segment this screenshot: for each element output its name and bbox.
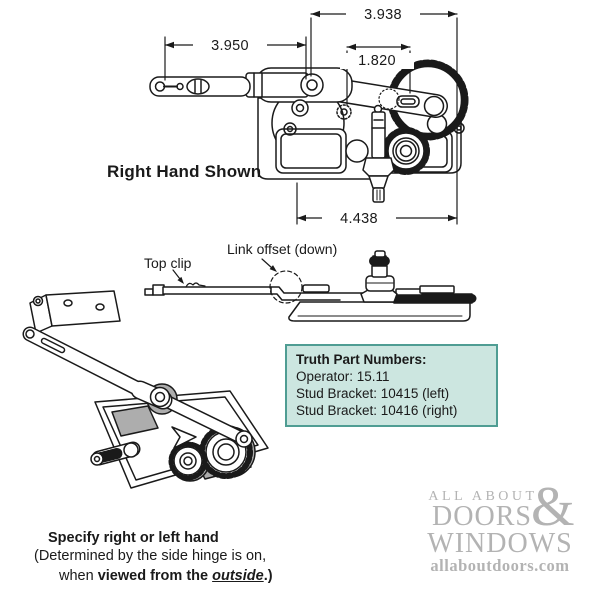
truth-part-numbers-box — [285, 344, 498, 427]
dimension-base-width: 4.438 — [322, 211, 396, 227]
part-box-title: Truth Part Numbers: — [296, 352, 427, 367]
footer-viewed-prefix: when — [59, 568, 98, 584]
dimension-link-offset: 1.820 — [340, 53, 414, 69]
hand-orientation-caption: Right Hand Shown — [107, 162, 262, 181]
logo-windows: WINDOWS — [427, 528, 573, 559]
footer-viewed-bold: viewed from the — [97, 568, 213, 584]
footer-determined-line: (Determined by the side hinge is on, — [34, 548, 267, 564]
dimension-top-width: 3.938 — [346, 7, 420, 23]
dimension-arm-length: 3.950 — [193, 38, 267, 54]
part-box-stud-right-line: Stud Bracket: 10416 (right) — [296, 403, 458, 418]
logo-website: allaboutdoors.com — [430, 556, 570, 575]
side-view-drawing — [145, 251, 472, 321]
logo-ampersand-icon: & — [531, 476, 575, 538]
logo-doors: DOORS — [432, 501, 532, 532]
top-clip-bracket-icon — [30, 291, 120, 333]
part-box-operator-line: Operator: 15.11 — [296, 369, 390, 384]
footer-viewed-suffix: .) — [263, 568, 273, 584]
isometric-view-drawing — [26, 291, 268, 488]
part-box-stud-left-line: Stud Bracket: 10415 (left) — [296, 386, 450, 401]
top-clip-label: Top clip — [144, 255, 192, 271]
logo-all-about: ALL ABOUT — [428, 489, 538, 504]
footer-specify-line: Specify right or left hand — [48, 530, 219, 546]
link-offset-label: Link offset (down) — [227, 241, 338, 257]
footer-viewed-line — [59, 568, 273, 585]
footer-viewed-outside: outside — [212, 568, 264, 584]
